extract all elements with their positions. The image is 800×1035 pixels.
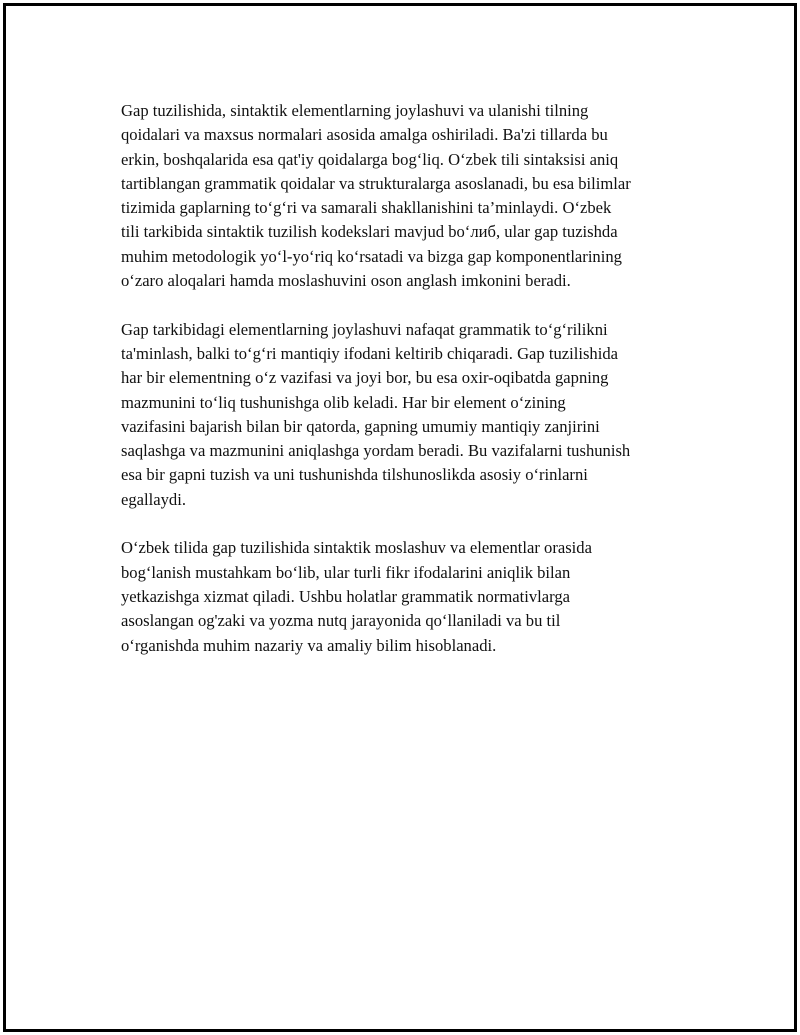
text-line: saqlashga va mazmunini aniqlashga yordam beradi. Bu vazifalarni tushunish <box>121 441 631 461</box>
text-line: Gap tarkibidagi elementlarning joylashuvi nafaqat grammatik to‘g‘rilikni <box>121 319 608 339</box>
text-line: asoslangan og'zaki va yozma nutq jarayonida qo‘llaniladi va bu til <box>121 611 561 631</box>
text-line: vazifasini bajarish bilan bir qatorda, gapning umumiy mantiqiy zanjirini <box>121 416 600 436</box>
paragraph-1 <box>121 99 691 293</box>
text-line: qoidalari va maxsus normalari asosida amalga oshiriladi. Ba'zi tillarda bu <box>121 125 608 145</box>
text-line: tizimida gaplarning to‘g‘ri va samarali shakllanishini ta’minlaydi. O‘zbek <box>121 198 612 218</box>
text-line: tartiblangan grammatik qoidalar va strukturalarga asoslanadi, bu esa bilimlar <box>121 173 631 193</box>
text-line: Gap tuzilishida, sintaktik elementlarning joylashuvi va ulanishi tilning <box>121 101 589 120</box>
text-line: ta'minlash, balki to‘g‘ri mantiqiy ifodani keltirib chiqaradi. Gap tuzilishida <box>121 343 618 363</box>
text-line: yetkazishga xizmat qiladi. Ushbu holatlar grammatik normativlarga <box>121 586 570 606</box>
paragraph-2 <box>121 318 691 512</box>
text-line: O‘zbek tilida gap tuzilishida sintaktik moslashuv va elementlar orasida <box>121 538 592 558</box>
text-line: esa bir gapni tuzish va uni tushunishda tilshunoslikda asosiy o‘rinlarni <box>121 465 588 485</box>
document-body <box>121 99 691 682</box>
text-line: har bir elementning o‘z vazifasi va joyi bor, bu esa oxir-oqibatda gapning <box>121 368 609 388</box>
text-line: erkin, boshqalarida esa qat'iy qoidalarga bog‘liq. O‘zbek tili sintaksisi aniq <box>121 149 619 169</box>
page-frame <box>3 3 797 1032</box>
text-line: egallaydi. <box>121 489 186 509</box>
paragraph-3 <box>121 536 691 657</box>
text-line: o‘rganishda muhim nazariy va amaliy bilim hisoblanadi. <box>121 635 497 655</box>
text-line: bog‘lanish mustahkam bo‘lib, ular turli fikr ifodalarini aniqlik bilan <box>121 562 571 582</box>
text-line: tili tarkibida sintaktik tuzilish kodekslari mavjud bo‘либ, ular gap tuzishda <box>121 222 618 242</box>
text-line: mazmunini to‘liq tushunishga olib keladi. Har bir element o‘zining <box>121 392 566 412</box>
text-line: muhim metodologik yo‘l-yo‘riq ko‘rsatadi va bizga gap komponentlarining <box>121 246 622 266</box>
text-line: o‘zaro aloqalari hamda moslashuvini oson anglash imkonini beradi. <box>121 271 571 291</box>
